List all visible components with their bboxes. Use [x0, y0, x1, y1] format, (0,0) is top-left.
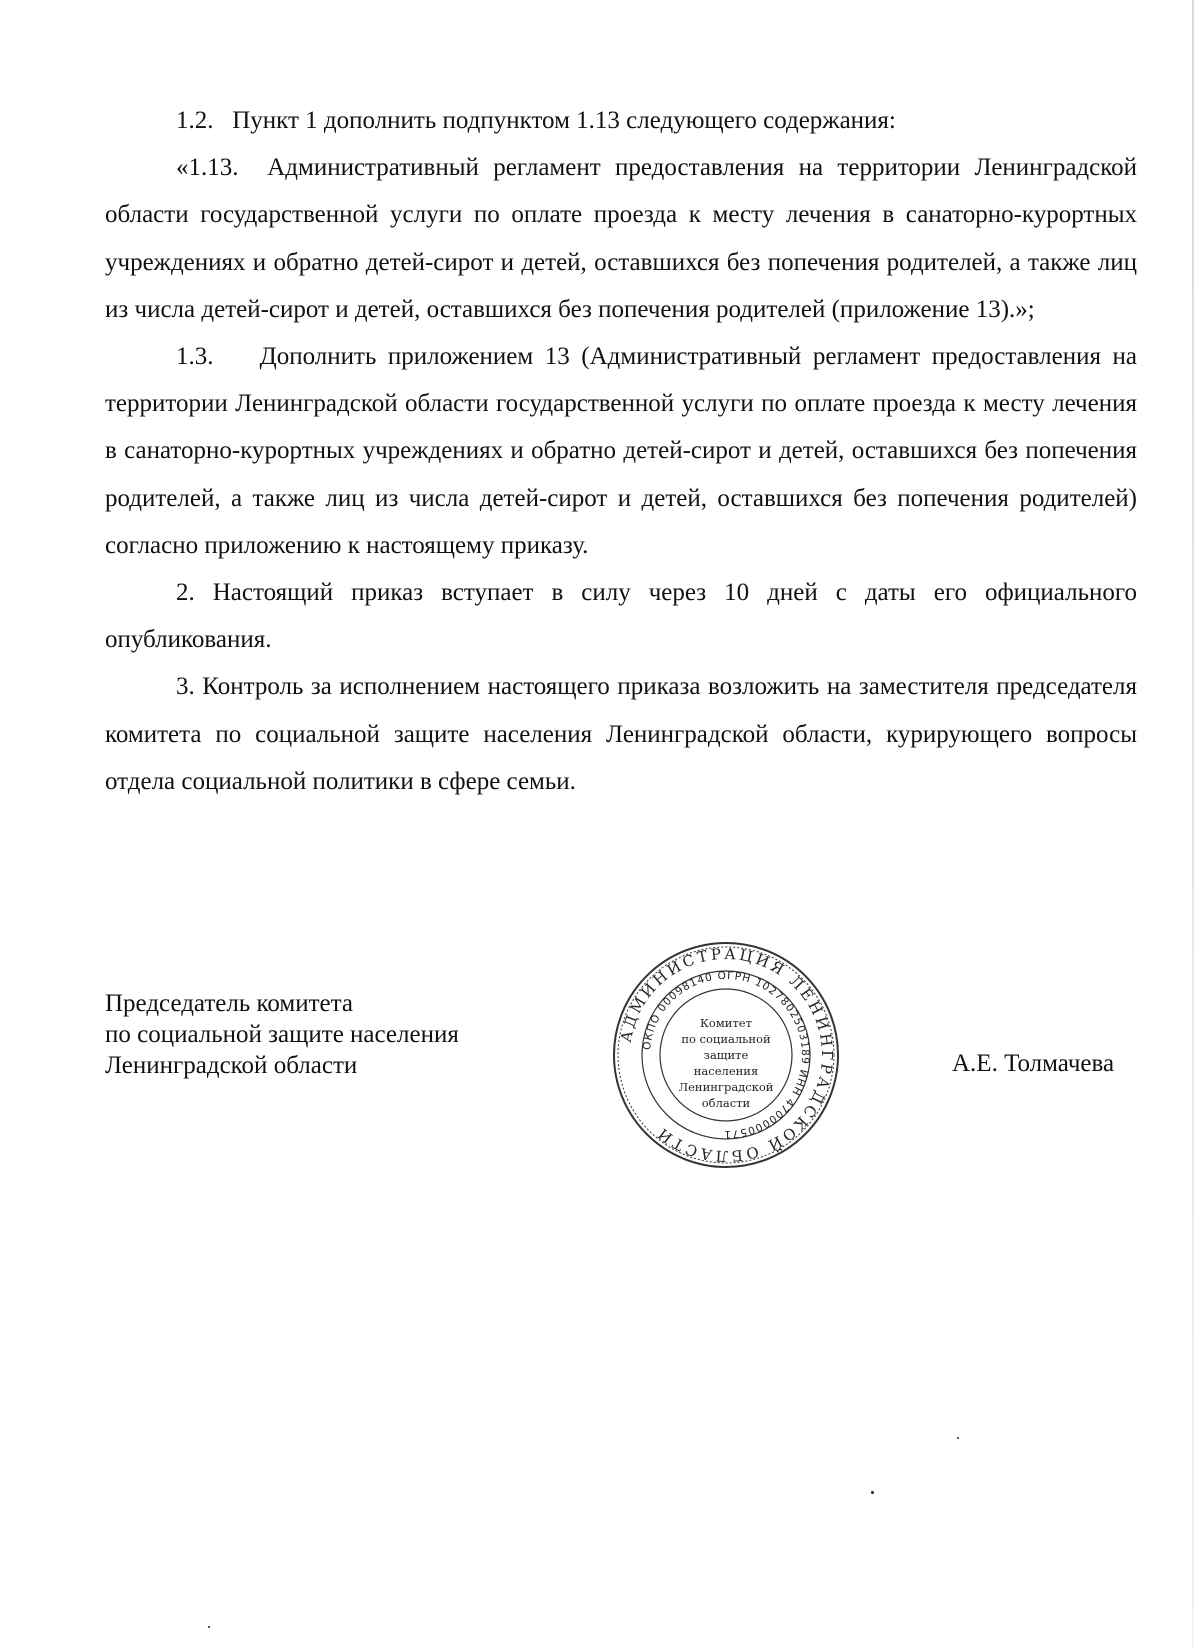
stamp-inner-ring-text: ОКПО 00098140 ОГРН 1027802503189 ИНН 4700000571: [641, 969, 812, 1141]
paragraph-1-3: 1.3. Дополнить приложением 13 (Административный регламент предоставления на территории Ленинградской области государственной услуги по оплате проезда к месту лечения в санаторно-курортных учреждениях и обратно детей-сирот и детей, оставшихся без попечения родителей, а также лиц из числа детей-сирот и детей, оставшихся без попечения родителей) согласно приложению к настоящему приказу.: [105, 343, 1137, 559]
paragraph-3: 3. Контроль за исполнением настоящего приказа возложить на заместителя председателя комитета по социальной защите населения Ленинградской области, курирующего вопросы отдела социальной политики в сфере семьи.: [105, 673, 1137, 795]
signatory-title-line: Ленинградской области: [105, 1052, 358, 1079]
paragraph-2: 2. Настоящий приказ вступает в силу через 10 дней с даты его официального опубликования.: [105, 579, 1137, 654]
paragraph-1-2: 1.2. Пункт 1 дополнить подпунктом 1.13 следующего содержания:: [176, 107, 896, 134]
stamp-center-line: по социальной: [681, 1032, 771, 1046]
stamp-center-line: Ленинградской: [678, 1080, 774, 1094]
signatory-title-line: Председатель комитета: [105, 990, 353, 1017]
scan-speck: [957, 1437, 959, 1439]
paragraph-1-13: «1.13. Административный регламент предоставления на территории Ленинградской области государственной услуги по оплате проезда к месту лечения в санаторно-курортных учреждениях и обратно детей-сирот и детей, оставшихся без попечения родителей, а также лиц из числа детей-сирот и детей, оставшихся без попечения родителей (приложение 13).»;: [105, 154, 1137, 323]
signatory-name: А.Е. Толмачева: [952, 1050, 1115, 1077]
stamp-outer-ring-text: АДМИНИСТРАЦИЯ ЛЕНИНГРАДСКОЙ ОБЛАСТИ: [616, 944, 837, 1166]
stamp-center-line: населения: [693, 1064, 759, 1078]
stamp-center-line: защите: [703, 1048, 749, 1062]
scan-edge-line: [1192, 0, 1194, 1648]
stamp-center-line: Комитет: [700, 1016, 752, 1030]
signatory-title-line: по социальной защите населения: [105, 1021, 459, 1048]
document-body: [105, 97, 1137, 805]
stamp-center-line: области: [701, 1096, 751, 1110]
scan-speck: [871, 1491, 874, 1494]
scan-speck: [208, 1626, 210, 1628]
official-stamp: [610, 939, 842, 1171]
signatory-title: [105, 988, 525, 1081]
